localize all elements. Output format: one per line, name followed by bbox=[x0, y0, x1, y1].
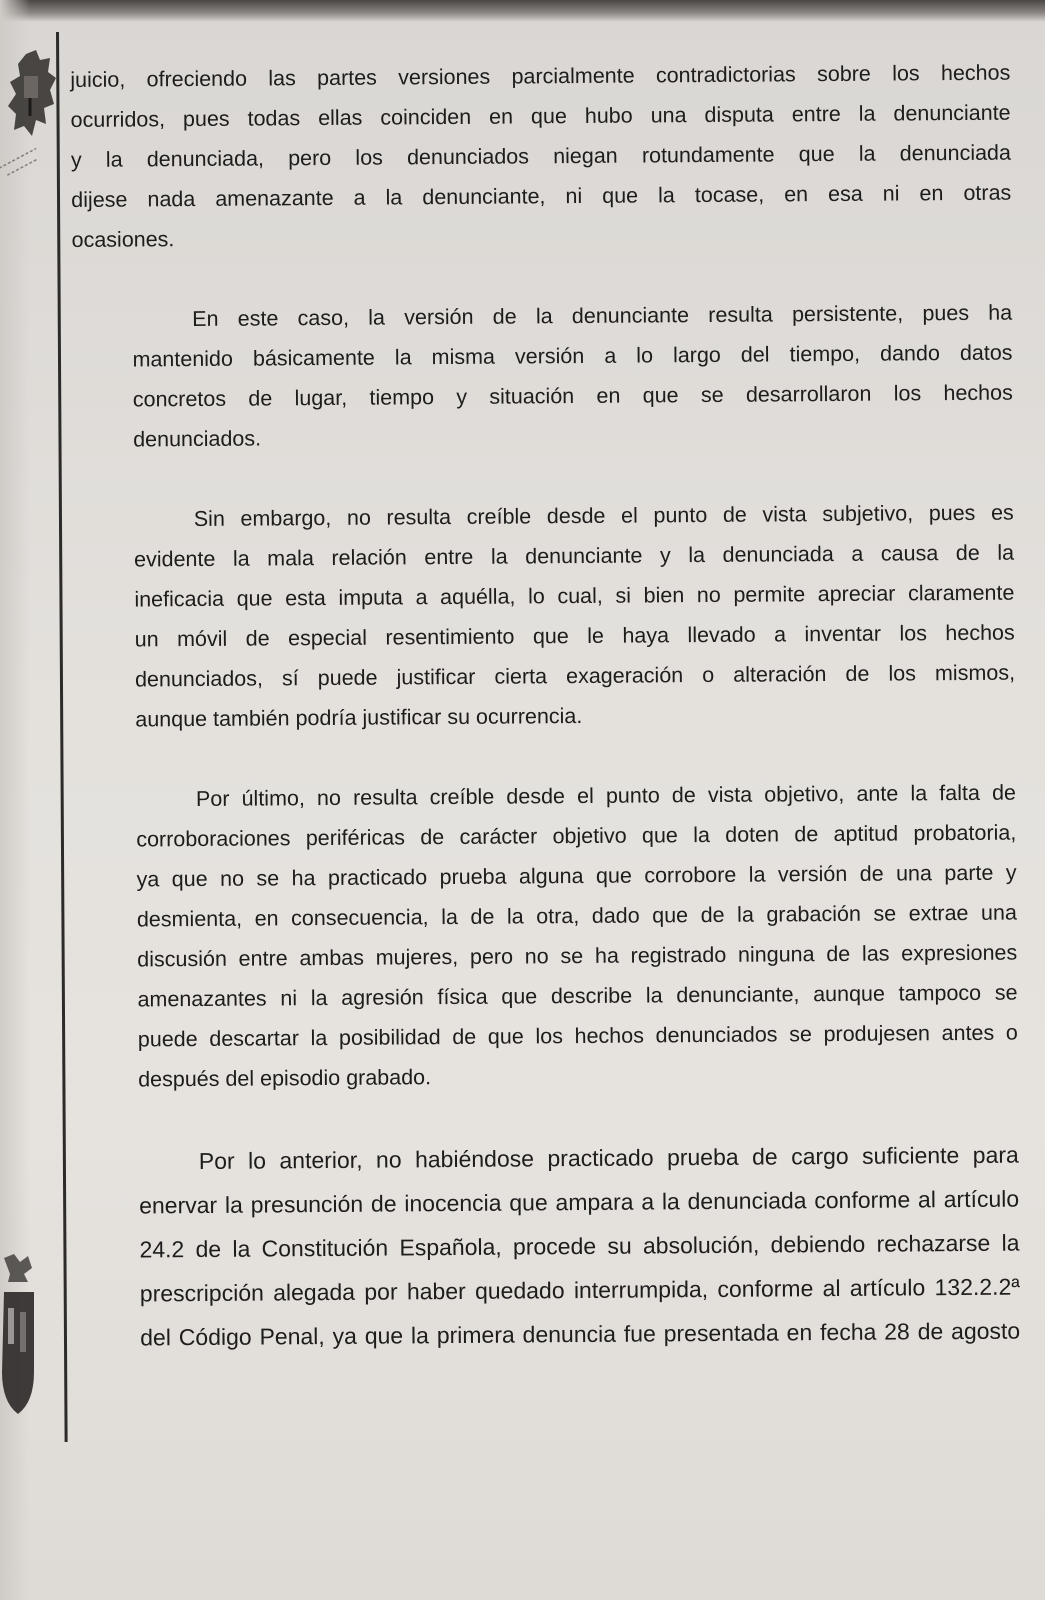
paragraph-2 bbox=[72, 293, 1013, 460]
text-line: dijese nada amenazante a la denunciante, ni que la tocase, en esa ni en otras bbox=[71, 180, 1012, 212]
text-line: corroboraciones periféricas de carácter objetivo que la doten de aptitud probatoria, bbox=[136, 820, 1017, 852]
text-line: Sin embargo, no resulta creíble desde el punto de vista subjetivo, pues es bbox=[193, 500, 1014, 532]
text-line: En este caso, la versión de la denunciante resulta persistente, pues ha bbox=[192, 300, 1013, 332]
text-line: Por lo anterior, no habiéndose practicado prueba de cargo suficiente para bbox=[198, 1141, 1019, 1175]
text-line: amenazantes ni la agresión física que describe la denunciante, aunque tampoco se bbox=[137, 980, 1018, 1012]
coat-of-arms-seal-top bbox=[6, 46, 58, 146]
text-line: 24.2 de la Constitución Española, procede su absolución, debiendo rechazarse la bbox=[139, 1229, 1020, 1263]
text-line: puede descartar la posibilidad de que los hechos denunciados se produjesen antes o bbox=[137, 1020, 1018, 1052]
text-line: enervar la presunción de inocencia que ampara a la denunciada conforme al artículo bbox=[139, 1185, 1020, 1219]
paragraph-5 bbox=[79, 1133, 1021, 1360]
text-line: prescripción alegada por haber quedado interrumpida, conforme al artículo 132.2.2ª bbox=[139, 1273, 1020, 1307]
paragraph-4 bbox=[76, 773, 1018, 1100]
text-line: ineficacia que esta imputa a aquélla, lo cual, si bien no permite apreciar claramente bbox=[134, 580, 1015, 612]
text-line: Por último, no resulta creíble desde el punto de vista objetivo, ante la falta de bbox=[195, 780, 1017, 812]
document-body bbox=[70, 33, 1021, 1400]
page-top-edge-shadow bbox=[0, 0, 1045, 22]
margin-rule-line bbox=[56, 32, 68, 1442]
paragraph-3 bbox=[74, 493, 1016, 740]
coat-of-arms-seal-bottom bbox=[0, 1252, 42, 1422]
text-line: mantenido básicamente la misma versión a lo largo del tiempo, dando datos bbox=[132, 340, 1013, 372]
text-line: ocurridos, pues todas ellas coinciden en que hubo una disputa entre la denunciante bbox=[70, 100, 1011, 132]
text-line: y la denunciada, pero los denunciados niegan rotundamente que la denunciada bbox=[70, 140, 1012, 172]
text-line: aunque también podría justificar su ocurrencia. bbox=[135, 703, 583, 732]
text-line: después del episodio grabado. bbox=[138, 1065, 432, 1092]
paragraph-1 bbox=[70, 53, 1012, 260]
text-line: ya que no se ha practicado prueba alguna que corrobore la versión de una parte y bbox=[136, 860, 1017, 892]
text-line: discusión entre ambas mujeres, pero no se ha registrado ninguna de las expresiones bbox=[137, 940, 1018, 972]
text-line: desmienta, en consecuencia, la de la otra, dado que de la grabación se extrae una bbox=[136, 900, 1017, 932]
text-line: concretos de lugar, tiempo y situación en que se desarrollaron los hechos bbox=[132, 380, 1013, 412]
text-line: juicio, ofreciendo las partes versiones parcialmente contradictorias sobre los hechos bbox=[70, 60, 1011, 92]
text-line: del Código Penal, ya que la primera denuncia fue presentada en fecha 28 de agosto bbox=[140, 1317, 1021, 1351]
text-line: ocasiones. bbox=[71, 227, 175, 252]
text-line: un móvil de especial resentimiento que le haya llevado a inventar los hechos bbox=[134, 620, 1015, 652]
text-line: denunciados. bbox=[133, 426, 262, 452]
text-line: evidente la mala relación entre la denunciante y la denunciada a causa de la bbox=[133, 540, 1015, 572]
text-line: denunciados, sí puede justificar cierta exageración o alteración de los mismos, bbox=[134, 660, 1016, 692]
